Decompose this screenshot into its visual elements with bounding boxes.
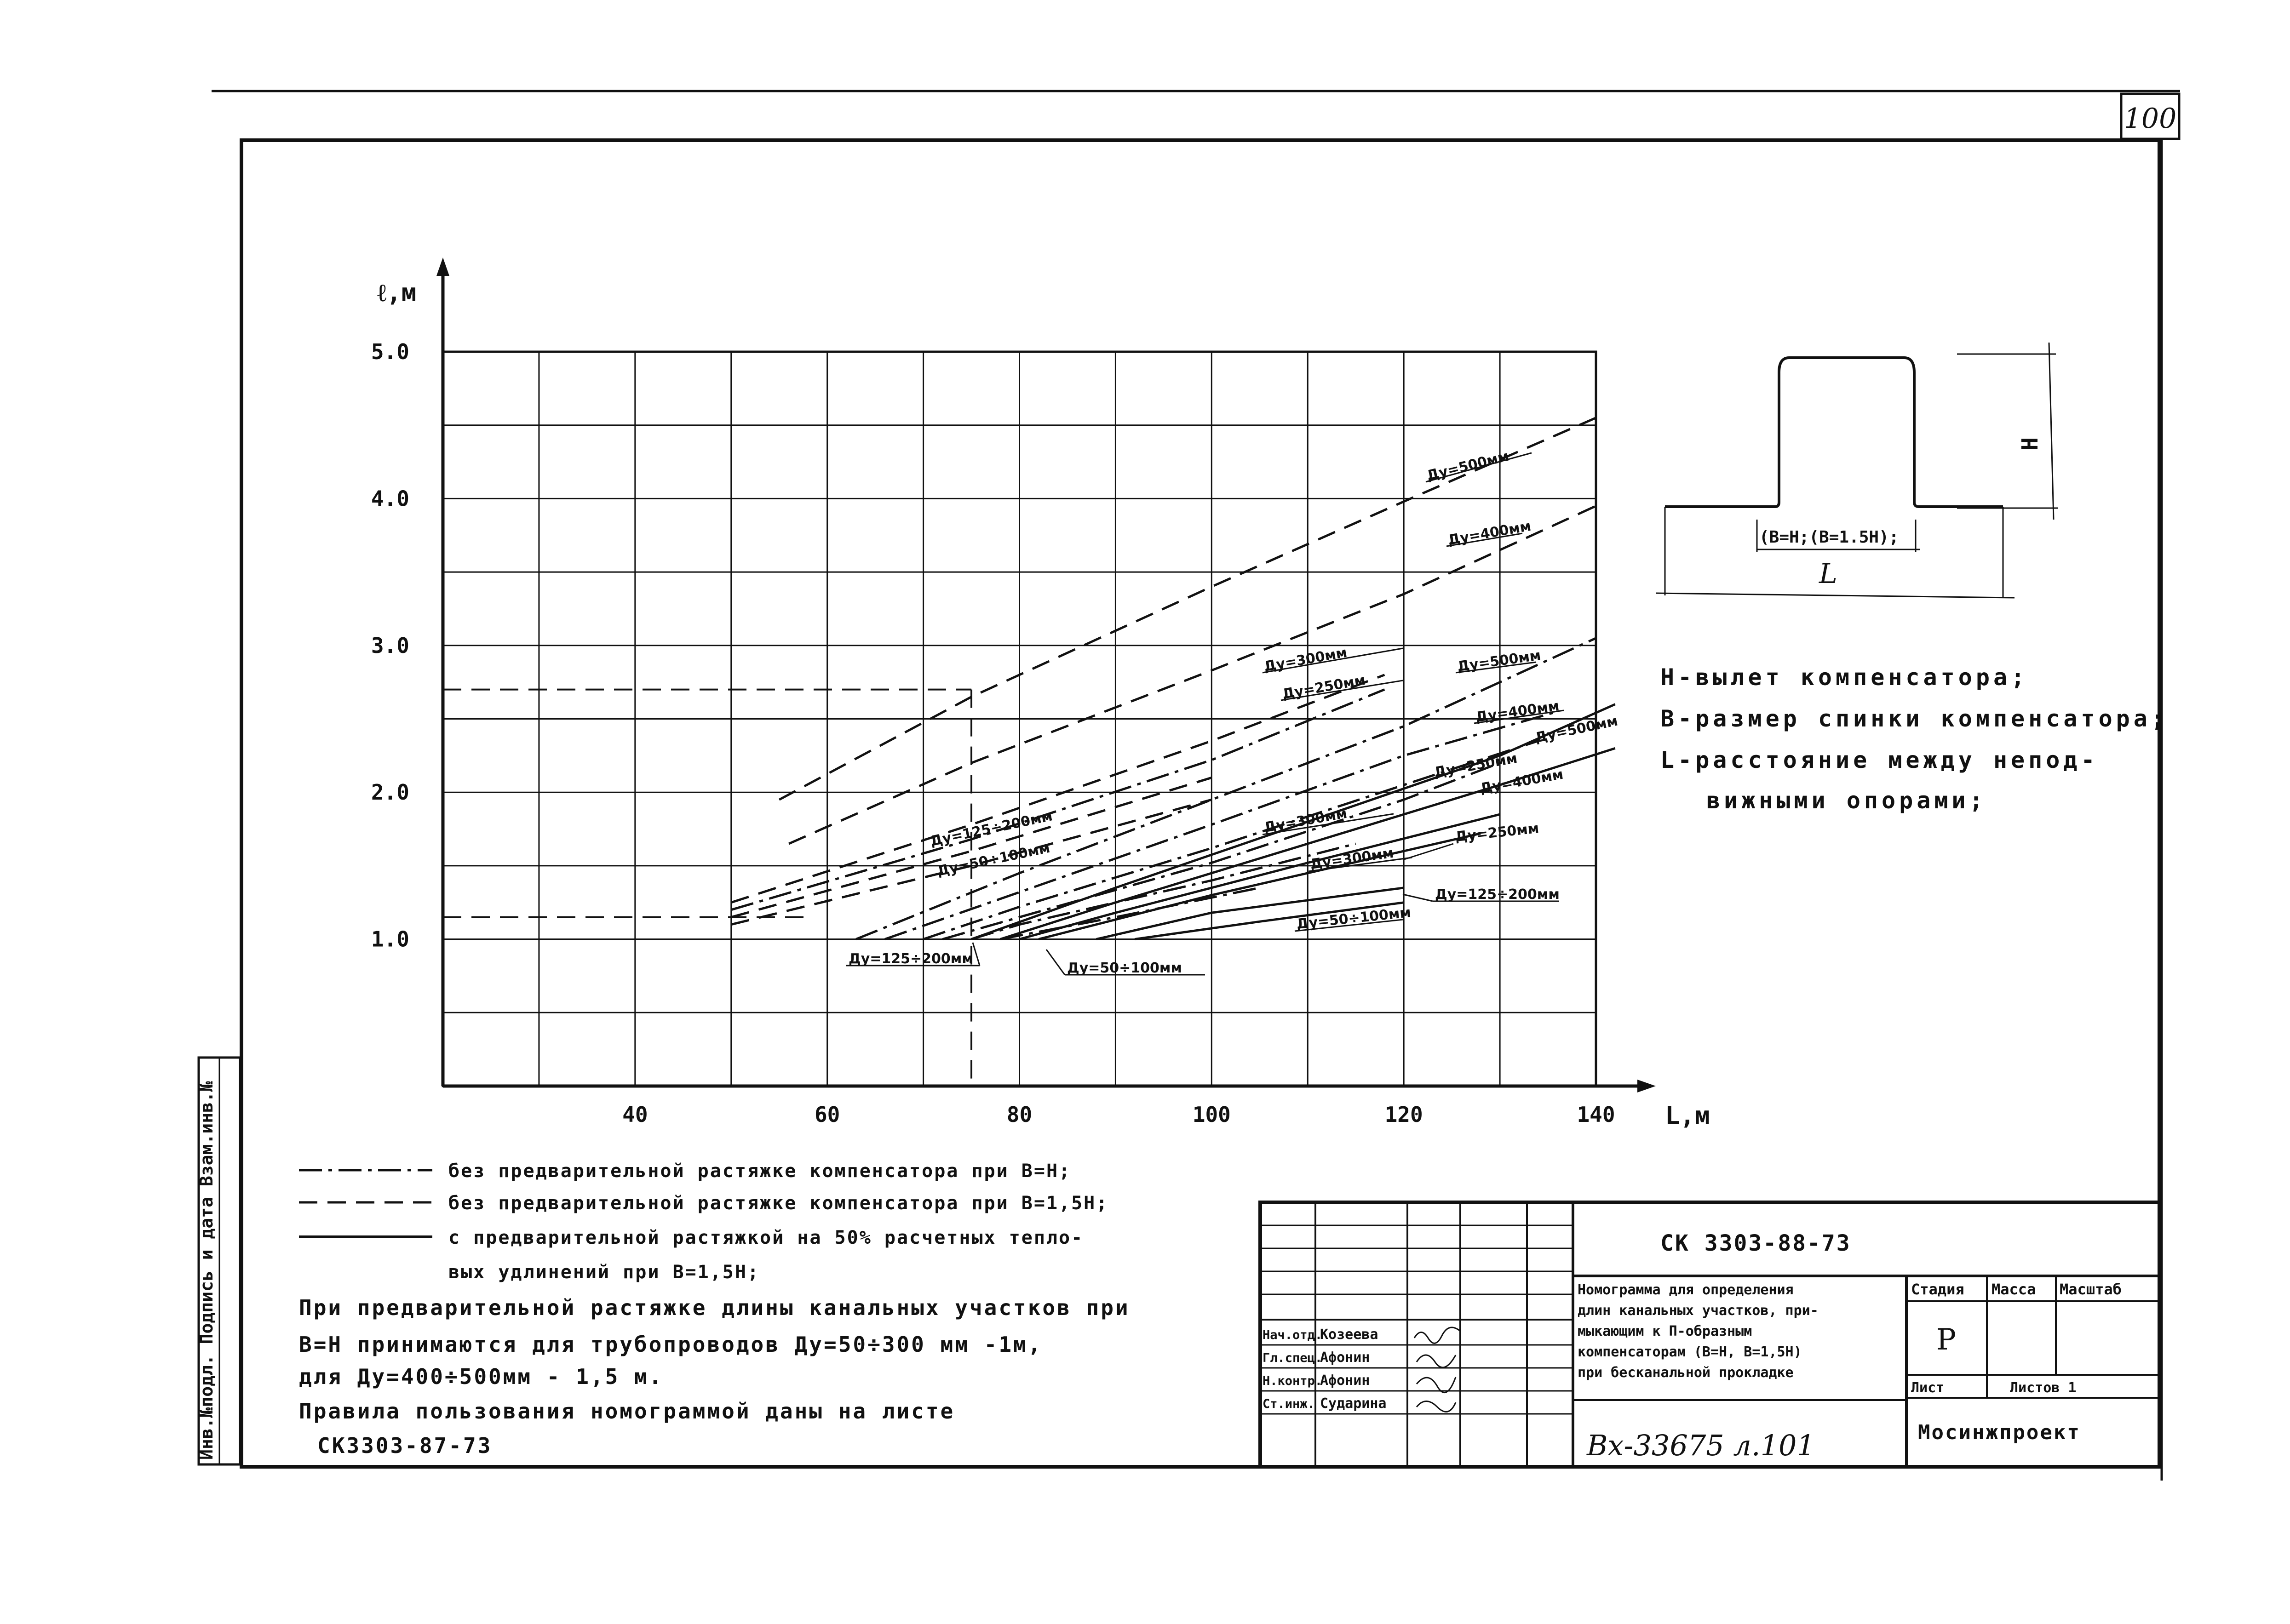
mass-header: Масса <box>1992 1281 2036 1298</box>
description-line: мыкающим к П-образным <box>1578 1323 1752 1339</box>
curve-label: Дy=400мм <box>1479 766 1565 797</box>
note-line: Правила пользования номограммой даны на листе <box>299 1399 955 1424</box>
notes <box>299 1295 1130 1458</box>
role-label: Н.контр. <box>1263 1374 1323 1388</box>
curve-labels <box>849 448 1619 976</box>
curve-label: Дy=500мм <box>1533 713 1619 746</box>
diagram-l-label: L <box>1819 558 1837 590</box>
stage-header: Стадия <box>1911 1281 1964 1298</box>
note-line: В=Н принимаются для трубопроводов Дy=50÷300 мм -1м, <box>299 1332 1043 1357</box>
x-tick-label: 80 <box>1006 1102 1033 1127</box>
document-code: СК 3303-88-73 <box>1660 1230 1851 1256</box>
side-stamp <box>196 1058 240 1464</box>
curve-label: Дy=500мм <box>1425 448 1511 484</box>
role-name: Козеева <box>1320 1327 1378 1343</box>
legend-text-dashdot: без предварительной растяжке компенсатора при В=Н; <box>448 1161 1072 1182</box>
curve-label: Дy=50÷100мм <box>936 840 1052 880</box>
legend <box>299 1161 1108 1283</box>
role-label: Ст.инж. <box>1263 1397 1315 1411</box>
chart-series <box>731 418 1615 939</box>
role-name: Афонин <box>1320 1350 1370 1366</box>
archive-number: Вх-33675 л.101 <box>1587 1429 1815 1462</box>
side-stamp-text: Инв.№подл. Подпись и дата Взам.инв.№ <box>196 1081 217 1460</box>
legend-text-cont: вых удлинений при В=1,5Н; <box>448 1262 760 1283</box>
signature <box>1417 1401 1456 1412</box>
curve-label: Дy=125÷200мм <box>929 808 1054 850</box>
curve-label: Дy=250мм <box>1454 820 1540 845</box>
chart-axes <box>436 257 1656 1092</box>
sheet-header: Лист <box>1911 1380 1945 1396</box>
diagram-h-label: Н <box>2017 437 2043 451</box>
y-tick-label: 1.0 <box>371 926 409 952</box>
sheets-header: Листов 1 <box>2010 1380 2077 1396</box>
signature <box>1414 1327 1460 1343</box>
curve-label: Дy=250мм <box>1433 750 1519 781</box>
signatures <box>1414 1327 1460 1412</box>
x-tick-label: 100 <box>1192 1102 1231 1127</box>
organization: Мосинжпроект <box>1918 1421 2081 1444</box>
chart-grid <box>443 352 1596 1086</box>
curve-label: Дy=50÷100мм <box>1067 960 1182 976</box>
sheet-number: 100 <box>2124 103 2177 135</box>
definition-h: Н-вылет компенсатора; <box>1660 664 2029 691</box>
x-axis-arrow <box>1637 1080 1656 1092</box>
definition-l: L-расстояние между непод- <box>1660 747 2099 773</box>
scale-header: Масштаб <box>2060 1281 2122 1298</box>
signature <box>1417 1355 1456 1367</box>
x-tick-label: 60 <box>814 1102 840 1127</box>
definition-b: В-размер спинки компенсатора; <box>1660 705 2169 732</box>
curve-label: Дy=300мм <box>1309 845 1395 873</box>
note-line: СК3303-87-73 <box>317 1433 493 1458</box>
description-line: компенсаторам (В=Н, В=1,5Н) <box>1578 1344 1802 1360</box>
curve-label: Дy=50÷100мм <box>1296 904 1412 932</box>
series-line-solid-15 <box>1039 834 1481 939</box>
curve-label: Дy=400мм <box>1475 698 1561 726</box>
chart-reference-lines <box>443 690 971 1086</box>
definitions <box>1660 664 2169 814</box>
curve-label: Дy=250мм <box>1281 672 1367 703</box>
y-tick-label: 4.0 <box>371 486 409 511</box>
role-label: Нач.отд. <box>1263 1328 1323 1342</box>
compensator-diagram <box>1656 343 2058 598</box>
title-block-text <box>1263 1230 2122 1462</box>
curve-label: Дy=500мм <box>1456 647 1542 675</box>
curve-label: Дy=125÷200мм <box>1435 886 1560 903</box>
description-line: длин канальных участков, при- <box>1578 1303 1819 1319</box>
legend-text-solid: с предварительной растяжкой на 50% расчетных тепло- <box>448 1227 1084 1248</box>
x-tick-label: 140 <box>1577 1102 1615 1127</box>
series-line-dash-0 <box>779 418 1596 800</box>
x-axis-label: L,м <box>1665 1101 1710 1130</box>
y-axis-label: ℓ,м <box>377 278 417 307</box>
note-line: При предварительной растяжке длины канальных участков при <box>299 1295 1130 1320</box>
curve-label: Дy=125÷200мм <box>849 951 973 967</box>
x-tick-label: 40 <box>622 1102 648 1127</box>
definition-l-cont: вижными опорами; <box>1706 787 1987 814</box>
description-line: при бесканальной прокладке <box>1578 1365 1794 1381</box>
curve-label: Дy=300мм <box>1263 644 1349 675</box>
y-tick-label: 3.0 <box>371 633 409 658</box>
x-tick-label: 120 <box>1384 1102 1423 1127</box>
diagram-b-label: (В=Н;(В=1.5Н); <box>1759 528 1899 547</box>
y-tick-label: 2.0 <box>371 780 409 805</box>
nomogram-chart <box>371 257 1710 1130</box>
note-line: для Дy=400÷500мм - 1,5 м. <box>299 1364 664 1389</box>
description-line: Номограмма для определения <box>1578 1282 1794 1298</box>
chart-tick-labels <box>371 339 1615 1127</box>
series-line-dashdot-3 <box>731 690 1385 910</box>
curve-label: Дy=300мм <box>1263 805 1349 836</box>
role-label: Гл.спец. <box>1263 1351 1323 1365</box>
y-tick-label: 5.0 <box>371 339 409 364</box>
y-axis-arrow <box>436 257 449 276</box>
stage-value: Р <box>1936 1323 1957 1357</box>
role-name: Сударина <box>1320 1395 1387 1412</box>
role-name: Афонин <box>1320 1372 1370 1389</box>
curve-label: Дy=400мм <box>1446 518 1532 549</box>
legend-text-dash: без предварительной растяжке компенсатора при В=1,5Н; <box>448 1193 1109 1214</box>
